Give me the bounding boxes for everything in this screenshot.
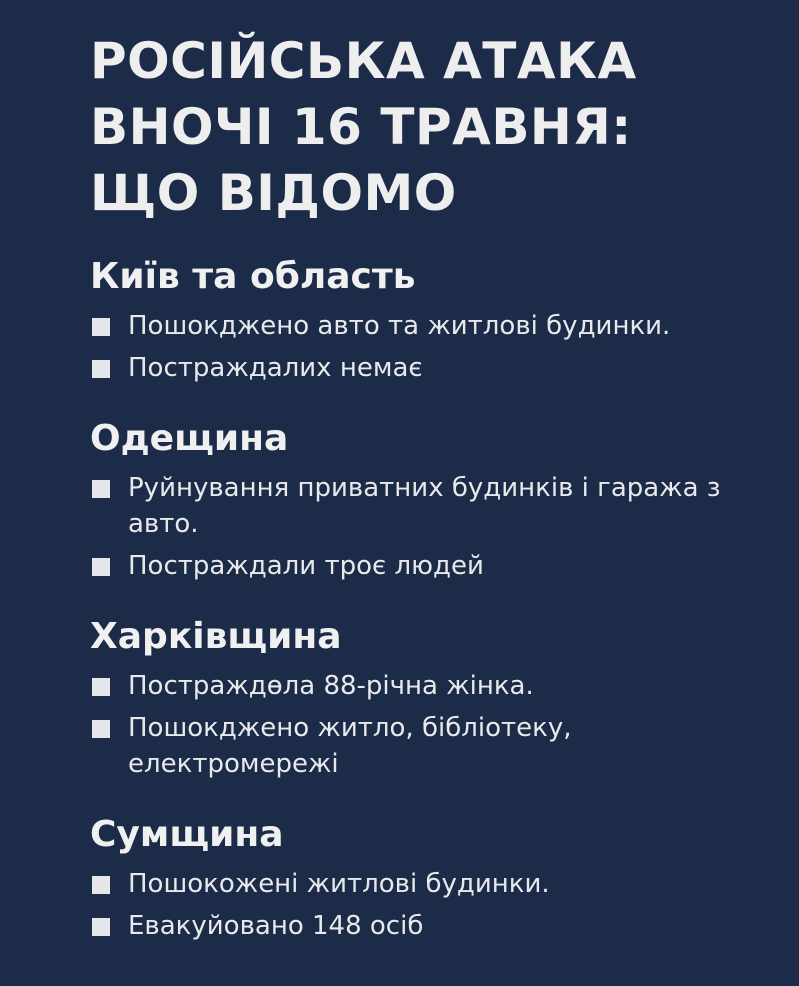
square-bullet-icon [92,558,110,576]
square-bullet-icon [92,318,110,336]
square-bullet-icon [92,876,110,894]
bullet-text: Пошокджено авто та житлові будинки. [128,311,671,341]
bullet-list-odesa [90,470,739,584]
section-heading-kyiv: Київ та область [90,256,416,297]
bullet-text: Пошокожені житлові будинки. [128,869,550,899]
bullet-list-sumy [90,866,739,944]
list-item [90,668,739,704]
section-sumy [90,812,739,944]
bullet-text: Постраждали троє людей [128,551,484,581]
bullet-text: Пошокджено житло, бібліотеку, електромережі [128,713,572,779]
list-item [90,470,739,542]
section-kyiv [90,254,739,386]
section-heading-odesa: Одещина [90,418,289,459]
list-item [90,866,739,902]
list-item [90,548,739,584]
section-kharkiv [90,614,739,782]
list-item [90,710,739,782]
square-bullet-icon [92,678,110,696]
title-line-2: ВНОЧІ 16 ТРАВНЯ: [90,98,632,156]
square-bullet-icon [92,480,110,498]
section-odesa [90,416,739,584]
square-bullet-icon [92,918,110,936]
list-item [90,308,739,344]
title-line-3: ЩО ВІДОМО [90,164,457,222]
bullet-text: Руйнування приватних будинків і гаража з авто. [128,473,721,539]
section-heading-kharkiv: Харківщина [90,616,342,657]
bullet-list-kyiv [90,308,739,386]
list-item [90,908,739,944]
square-bullet-icon [92,360,110,378]
bullet-text: Постраждалих немає [128,353,423,383]
bullet-text: Постраждѳла 88-річна жінка. [128,671,534,701]
title-line-1: РОСІЙСЬКА АТАКА [90,32,637,90]
square-bullet-icon [92,720,110,738]
list-item [90,350,739,386]
bullet-list-kharkiv [90,668,739,782]
section-heading-sumy: Сумщина [90,814,284,855]
bullet-text: Евакуйовано 148 осіб [128,911,424,941]
page-title [90,28,739,226]
